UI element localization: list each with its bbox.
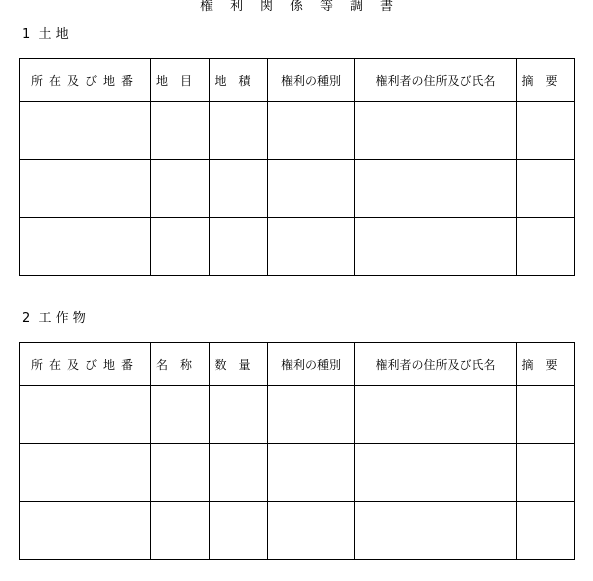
table-cell[interactable] [210,386,268,444]
table-row [20,102,575,160]
table-cell[interactable] [20,102,151,160]
table-cell[interactable] [268,102,355,160]
header-holder-address-name: 権利者の住所及び氏名 [355,343,517,386]
table-row [20,386,575,444]
header-location-lot-number: 所在及び地番 [20,59,151,102]
table-cell[interactable] [268,444,355,502]
table-header-row [20,343,575,386]
table-cell[interactable] [355,502,517,560]
table-cell[interactable] [268,502,355,560]
table-cell[interactable] [268,160,355,218]
table-cell[interactable] [20,160,151,218]
table-cell[interactable] [151,444,210,502]
header-structure-name: 名称 [151,343,210,386]
table-cell[interactable] [355,102,517,160]
table-header-row [20,59,575,102]
table-cell[interactable] [517,102,575,160]
section-heading-land: 1 土 地 [22,27,69,42]
table-cell[interactable] [268,386,355,444]
table-cell[interactable] [355,386,517,444]
structure-rights-table [19,342,575,560]
table-cell[interactable] [20,444,151,502]
table-cell[interactable] [151,102,210,160]
table-row [20,218,575,276]
header-quantity: 数量 [210,343,268,386]
header-remarks: 摘要 [517,59,575,102]
table-row [20,160,575,218]
table-row [20,444,575,502]
table-cell[interactable] [151,502,210,560]
section-heading-structures: 2 工 作 物 [22,311,86,326]
table-cell[interactable] [210,160,268,218]
header-remarks: 摘要 [517,343,575,386]
land-rights-table [19,58,575,276]
header-right-type: 権利の種別 [268,59,355,102]
table-cell[interactable] [151,160,210,218]
table-cell[interactable] [151,218,210,276]
table-cell[interactable] [517,386,575,444]
table-cell[interactable] [20,502,151,560]
document-title: 権利関係等調書 [199,0,410,14]
header-location-lot-number: 所在及び地番 [20,343,151,386]
table-cell[interactable] [20,386,151,444]
table-cell[interactable] [517,502,575,560]
header-holder-address-name: 権利者の住所及び氏名 [355,59,517,102]
table-cell[interactable] [210,102,268,160]
table-cell[interactable] [210,218,268,276]
table-cell[interactable] [517,218,575,276]
table-cell[interactable] [355,160,517,218]
table-cell[interactable] [210,502,268,560]
table-cell[interactable] [355,444,517,502]
table-cell[interactable] [355,218,517,276]
table-cell[interactable] [210,444,268,502]
table-cell[interactable] [517,444,575,502]
header-land-area: 地積 [210,59,268,102]
header-right-type: 権利の種別 [268,343,355,386]
table-cell[interactable] [151,386,210,444]
table-cell[interactable] [268,218,355,276]
table-cell[interactable] [20,218,151,276]
header-land-category: 地目 [151,59,210,102]
table-row [20,502,575,560]
table-cell[interactable] [517,160,575,218]
